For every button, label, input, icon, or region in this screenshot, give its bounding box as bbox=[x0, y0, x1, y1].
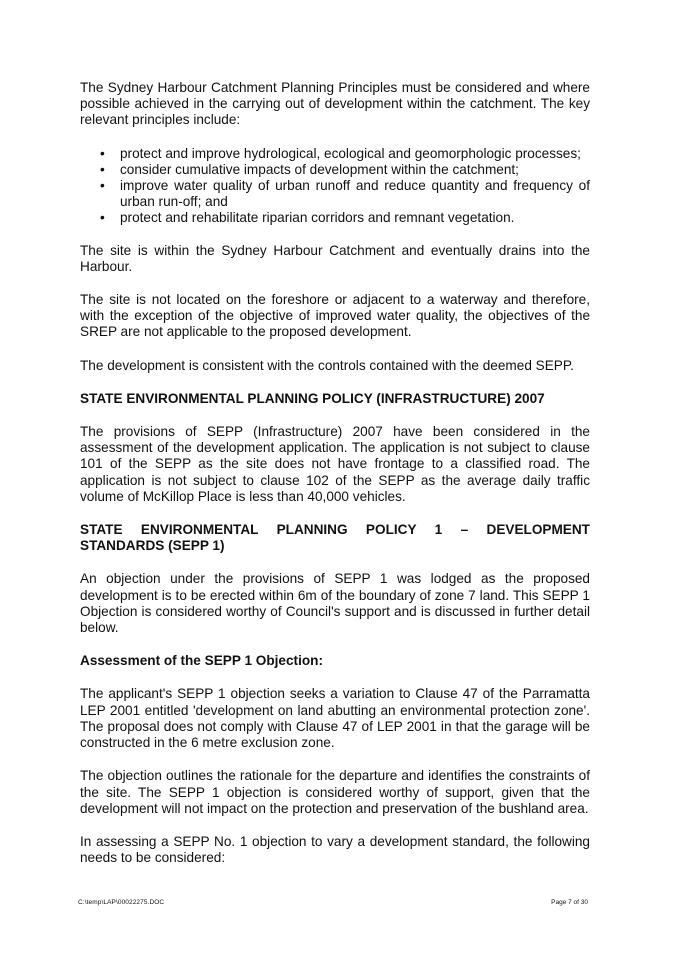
sepp1-paragraph: An objection under the provisions of SEPP 1 was lodged as the proposed development is to be erected within 6m of the boundary of zone 7 land. This SEPP 1 Objection is considered worthy of Council's support and is discussed in further detail below. bbox=[80, 571, 590, 636]
assessment-paragraph: The objection outlines the rationale for the departure and identifies the constraints of the site. The SEPP 1 objection is considered worthy of support, given that the development will not impact on the protection and preservation of the bushland area. bbox=[80, 768, 590, 816]
list-item: • protect and rehabilitate riparian corridors and remnant vegetation. bbox=[100, 210, 515, 226]
document-body bbox=[80, 80, 590, 883]
assessment-paragraph: In assessing a SEPP No. 1 objection to vary a development standard, the following needs to be considered: bbox=[80, 833, 590, 866]
infrastructure-heading: STATE ENVIRONMENTAL PLANNING POLICY (INFRASTRUCTURE) 2007 bbox=[80, 390, 545, 406]
list-item: • consider cumulative impacts of development within the catchment; bbox=[100, 161, 519, 177]
principles-list bbox=[80, 146, 590, 227]
bullet-icon: • bbox=[100, 178, 105, 194]
footer-file-path: C:\temp\LAP\00022275.DOC bbox=[78, 899, 165, 906]
footer-page-number: Page 7 of 30 bbox=[551, 899, 588, 906]
list-item: • improve water quality of urban runoff and reduce quantity and frequency of urban run-off; and bbox=[100, 178, 590, 210]
intro-paragraph: The Sydney Harbour Catchment Planning Principles must be considered and where possible achieved in the carrying out of development within the catchment. The key relevant principles include: bbox=[80, 80, 590, 128]
sepp1-heading: STATE ENVIRONMENTAL PLANNING POLICY 1 – DEVELOPMENT STANDARDS (SEPP 1) bbox=[80, 522, 590, 554]
bullet-icon: • bbox=[100, 161, 105, 177]
srep-paragraph: The site is not located on the foreshore or adjacent to a waterway and therefore, with the exception of the objective of improved water quality, the objectives of the SREP are not applicable to the proposed development. bbox=[80, 292, 590, 340]
list-item: • protect and improve hydrological, ecological and geomorphologic processes; bbox=[100, 145, 581, 161]
bullet-icon: • bbox=[100, 145, 105, 161]
srep-paragraph: The development is consistent with the controls contained with the deemed SEPP. bbox=[80, 357, 574, 373]
bullet-icon: • bbox=[100, 210, 105, 226]
assessment-paragraph: The applicant's SEPP 1 objection seeks a variation to Clause 47 of the Parramatta LEP 2001 entitled 'development on land abutting an environmental protection zone'. The proposal does not comply with Clause 47 of LEP 2001 in that the garage will be constructed in the 6 metre exclusion zone. bbox=[80, 686, 590, 751]
srep-paragraph: The site is within the Sydney Harbour Catchment and eventually drains into the Harbour. bbox=[80, 242, 590, 274]
infrastructure-paragraph: The provisions of SEPP (Infrastructure) 2007 have been considered in the assessment of the development application. The application is not subject to clause 101 of the SEPP as the site does not have frontage to a classified road. The application is not subject to clause 102 of the SEPP as the average daily traffic volume of McKillop Place is less than 40,000 vehicles. bbox=[80, 424, 590, 504]
assessment-heading: Assessment of the SEPP 1 Objection: bbox=[80, 653, 323, 669]
